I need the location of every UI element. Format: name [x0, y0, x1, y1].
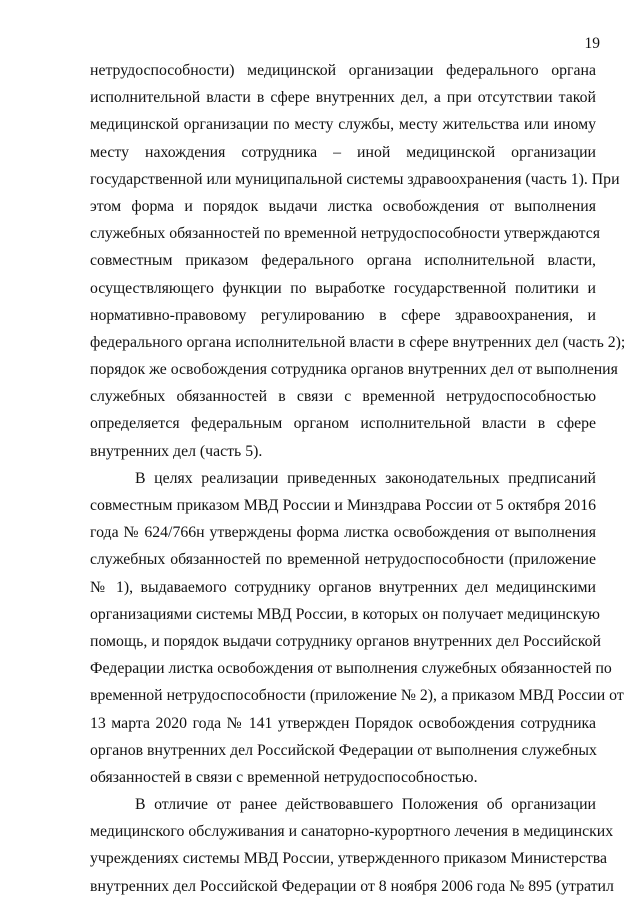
text-line: порядок же освобождения сотрудника органов внутренних дел от выполнения	[90, 361, 618, 379]
text-line: этом форма и порядок выдачи листка освобождения от выполнения	[90, 197, 596, 215]
text-line: органов внутренних дел Российской Федерации от выполнения служебных	[90, 741, 597, 759]
text-line: федерального органа исполнительной власти в сфере внутренних дел (часть 2);	[90, 333, 626, 351]
text-line: определяется федеральным органом исполнительной власти в сфере	[90, 415, 596, 433]
paragraph	[90, 465, 624, 791]
paragraph	[90, 57, 626, 465]
text-line: помощь, и порядок выдачи сотруднику органов внутренних дел Российской	[90, 632, 601, 650]
paragraph	[90, 791, 614, 900]
text-line: медицинского обслуживания и санаторно-курортного лечения в медицинских	[90, 823, 614, 841]
text-line: внутренних дел (часть 5).	[90, 442, 263, 460]
text-line: государственной или муниципальной системы здравоохранения (часть 1). При	[90, 170, 620, 188]
text-line: 13 марта 2020 года № 141 утвержден Порядок освобождения сотрудника	[90, 714, 596, 732]
text-line: нормативно-правовому регулированию в сфере здравоохранения, и	[90, 306, 596, 324]
text-line: месту нахождения сотрудника – иной медицинской организации	[90, 143, 596, 161]
body-text	[90, 57, 626, 900]
page-number: 19	[584, 35, 600, 52]
text-line: года № 624/766н утверждены форма листка освобождения от выполнения	[90, 524, 596, 542]
text-line: служебных обязанностей по временной нетрудоспособности (приложение	[90, 551, 596, 569]
text-line: № 1), выдаваемого сотруднику органов внутренних дел медицинскими	[90, 578, 596, 596]
text-line: обязанностей в связи с временной нетрудоспособностью.	[90, 768, 478, 786]
text-line: медицинской организации по месту службы, месту жительства или иному	[90, 116, 596, 134]
text-line: организациями системы МВД России, в которых он получает медицинскую	[90, 605, 600, 623]
text-line: осуществляющего функции по выработке государственной политики и	[90, 279, 596, 297]
text-line: В отличие от ранее действовавшего Положения об организации	[135, 796, 596, 814]
text-line: внутренних дел Российской Федерации от 8 ноября 2006 года № 895 (утратил	[90, 877, 614, 895]
text-line: В целях реализации приведенных законодательных предписаний	[135, 469, 596, 487]
text-line: временной нетрудоспособности (приложение № 2), а приказом МВД России от	[90, 687, 624, 705]
text-line: Федерации листка освобождения от выполнения служебных обязанностей по	[90, 660, 612, 678]
text-line: исполнительной власти в сфере внутренних дел, а при отсутствии такой	[90, 89, 596, 107]
text-line: нетрудоспособности) медицинской организации федерального органа	[90, 62, 596, 79]
text-line: служебных обязанностей в связи с временной нетрудоспособностью	[90, 388, 596, 406]
text-line: служебных обязанностей по временной нетрудоспособности утверждаются	[90, 225, 600, 243]
text-line: учреждениях системы МВД России, утвержденного приказом Министерства	[90, 850, 608, 868]
text-line: совместным приказом федерального органа исполнительной власти,	[90, 252, 596, 270]
text-line: совместным приказом МВД России и Минздрава России от 5 октября 2016	[90, 497, 596, 514]
